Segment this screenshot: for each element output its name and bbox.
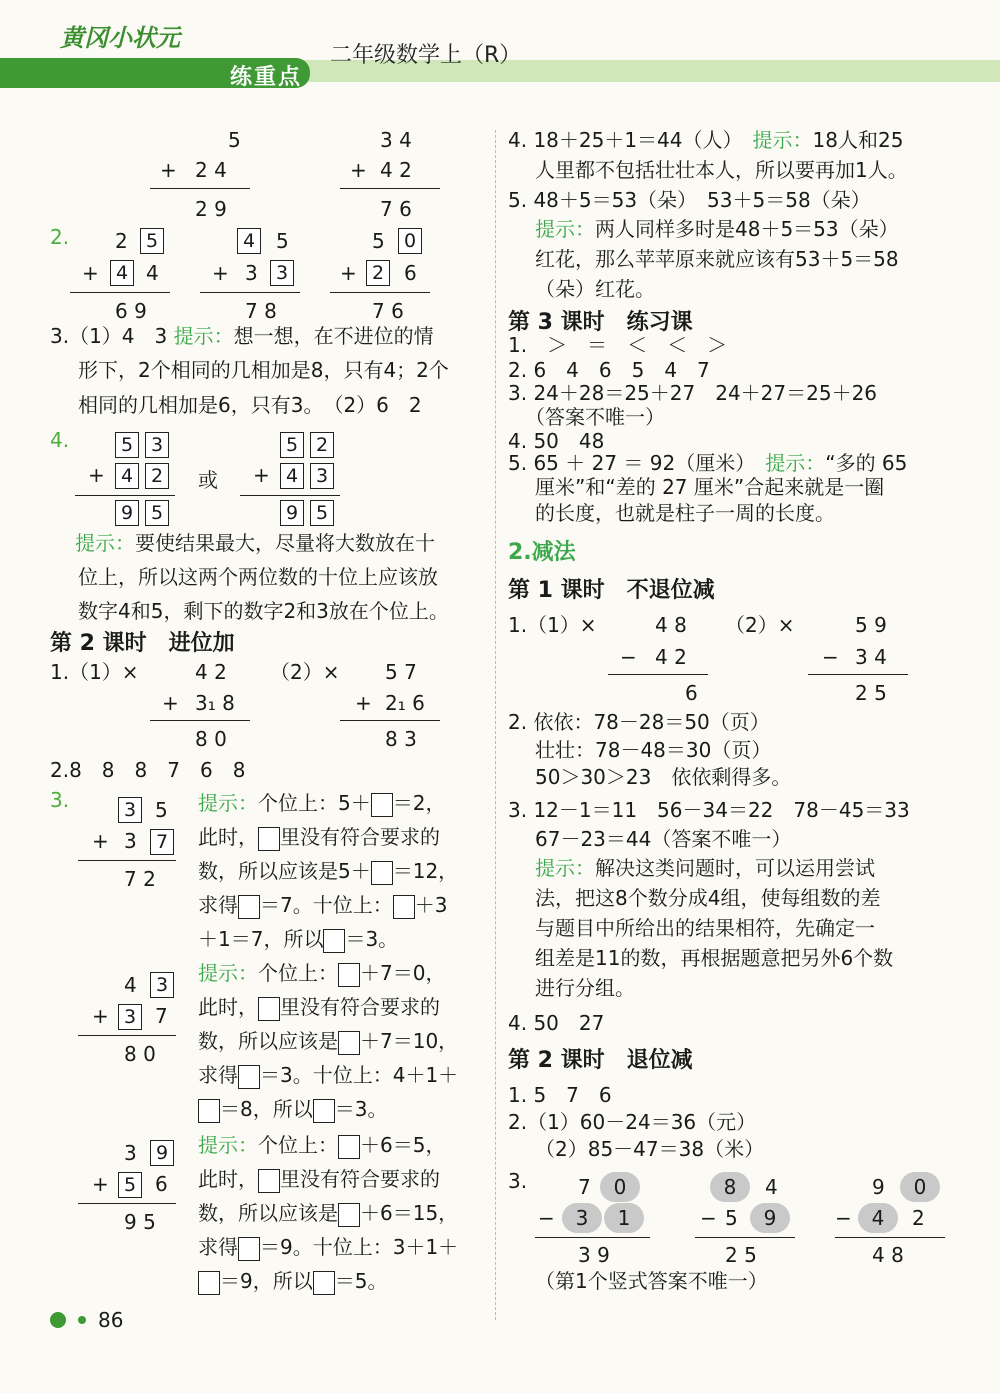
blank-box [238, 1065, 260, 1089]
blank-box [393, 895, 415, 919]
answer-box: 5 [140, 228, 164, 254]
answer-box: 3 [118, 797, 142, 823]
q3-line1: 3.（1）4 3 提示：想一想，在不进位的情 [50, 324, 434, 348]
u2l1-title: 第 1 课时 不退位减 [508, 578, 715, 603]
r-q5-hint2: 红花，那么苹苹原来就应该有53＋5＝58 [535, 247, 899, 271]
answer-box: 3 [145, 432, 169, 458]
calc-line [695, 1237, 795, 1238]
u2l2-q1: 1. 5 7 6 [508, 1083, 612, 1107]
h2-line5: ＝8，所以 ＝3。 [198, 1094, 387, 1124]
q4-hint-line1: 提示：要使结果最大，尽量将大数放在十 [75, 531, 435, 555]
blank-box [258, 997, 280, 1021]
calc-line [535, 1237, 650, 1238]
h3-line3: 数，所以应该是 ＋6＝15， [198, 1201, 459, 1225]
blank-box [338, 963, 360, 987]
answer-box: 4 [110, 260, 134, 286]
h2-line3: 数，所以应该是 ＋7＝10， [198, 1029, 459, 1053]
digit: 4 [124, 973, 137, 997]
calc-line [78, 860, 176, 861]
l3-q5: 5. 65 ＋ 27 ＝ 92（厘米） 提示：“多的 65 [508, 451, 908, 475]
calc-a: 4 2 [195, 660, 227, 684]
calc-r: 2 5 [855, 681, 887, 705]
calc-r: 6 [685, 681, 698, 705]
l2-q2: 2.8 8 8 7 6 8 [50, 758, 246, 782]
calc-op: + [350, 158, 367, 182]
digit: 4 [146, 261, 159, 285]
calc-op: + [253, 463, 270, 487]
blank-box [371, 793, 393, 817]
u2l2-q2b: （2）85－47＝38（米） [535, 1137, 765, 1161]
answer-box: 9 [150, 1140, 174, 1166]
calc-r: 6 9 [115, 299, 147, 323]
blank-box [258, 827, 280, 851]
u2-q3-hint5: 进行分组。 [535, 976, 635, 1000]
l3-q3: 3. 24＋28＝25＋27 24＋27＝25＋26 [508, 381, 878, 405]
heart-answer: 3 [562, 1203, 602, 1233]
digit: 5 [372, 229, 385, 253]
answer-box: 5 [115, 432, 139, 458]
blank-box [258, 1169, 280, 1193]
focus-label: 练重点 [230, 65, 303, 90]
calc-line [340, 720, 440, 721]
heart-answer: 0 [900, 1172, 940, 1202]
r-q5-hint: 提示：两人同样多时是48＋5＝53（朵） [535, 217, 899, 241]
u2l2-title: 第 2 课时 退位减 [508, 1048, 693, 1073]
h1-line1: 提示：个位上：5＋ ＝2， [198, 791, 446, 815]
u2-q2c: 50＞30＞23 依依剩得多。 [535, 765, 792, 789]
u2-q3-hint4: 组差是11的数，再根据题意把另外6个数 [535, 946, 894, 970]
q4-hint-line2: 位上，所以这两个两位数的十位上应该放 [78, 565, 438, 589]
l2-q1a: 1.（1）× [50, 660, 139, 684]
digit: 7 [578, 1175, 591, 1199]
calc-line [835, 1237, 945, 1238]
calc-a: 4 8 [655, 613, 687, 637]
heart-answer: 4 [858, 1203, 898, 1233]
answer-box: 2 [310, 432, 334, 458]
calc-line [240, 495, 340, 496]
calc-line [150, 720, 250, 721]
calc-line [200, 292, 300, 293]
l3-q5-hint2: 厘米”和“差的 27 厘米”合起来就是一圈 [535, 475, 885, 499]
l3-q4: 4. 50 48 [508, 429, 605, 453]
u2-q3-hint3: 与题目中所给出的结果相符，先确定一 [535, 916, 875, 940]
q3-line3: 相同的几相加是6，只有3。 （2）6 2 [78, 393, 422, 417]
answer-box: 9 [280, 500, 304, 526]
blank-box [198, 1271, 220, 1295]
calc-r: 9 5 [124, 1210, 156, 1234]
calc-line [78, 1203, 176, 1204]
u2-q1a: 1.（1）× [508, 613, 597, 637]
or-label: 或 [198, 468, 218, 492]
calc-r: 7 8 [245, 299, 277, 323]
u2-q3-hint2: 法，把这8个数分成4组，使每组数的差 [535, 886, 881, 910]
answer-box: 4 [115, 463, 139, 489]
lesson2-title: 第 2 课时 进位加 [50, 631, 235, 656]
calc-b: 4 2 [655, 645, 687, 669]
blank-box [338, 1203, 360, 1227]
calc-op: − [700, 1206, 717, 1230]
digit: 4 [765, 1175, 778, 1199]
blank-box [238, 1237, 260, 1261]
q2-label: 2. [50, 225, 70, 249]
u2-q4: 4. 50 27 [508, 1011, 605, 1035]
calc-line [808, 674, 908, 675]
h3-line5: ＝9，所以 ＝5。 [198, 1266, 387, 1296]
calc-op: − [835, 1206, 852, 1230]
calc-line [75, 495, 175, 496]
h2-line4: 求得 ＝3。十位上：4＋1＋ [198, 1063, 459, 1087]
blank-box [323, 929, 345, 953]
h1-line2: 此时， 里没有符合要求的 [198, 825, 440, 849]
r-q4: 4. 18＋25＋1＝44（人） 提示：18人和25 [508, 128, 904, 152]
u2l2-q2a: 2.（1）60－24＝36（元） [508, 1110, 757, 1134]
h1-line3: 数，所以应该是5＋ ＝12， [198, 859, 459, 883]
answer-box: 3 [118, 1004, 142, 1030]
digit: 6 [404, 261, 417, 285]
calc-b: 2₁ 6 [385, 691, 425, 715]
answer-box: 3 [270, 260, 294, 286]
calc-a: 5 9 [855, 613, 887, 637]
heart-answer: 0 [600, 1172, 640, 1202]
calc-a: 3 4 [380, 128, 412, 152]
calc-b: 3₁ 8 [195, 691, 235, 715]
calc-line [150, 188, 250, 189]
heart-answer: 8 [710, 1172, 750, 1202]
calc-r: 7 2 [124, 867, 156, 891]
u2-q2a: 2. 依依：78－28＝50（页） [508, 710, 770, 734]
u2l2-note: （第1个竖式答案不唯一） [535, 1269, 768, 1293]
r-q5-hint3: （朵）红花。 [535, 277, 655, 301]
q4-label: 4. [50, 428, 70, 452]
calc-b: 4 2 [380, 158, 412, 182]
calc-r: 7 6 [380, 197, 412, 221]
u2-q2b: 壮壮：78－48＝30（页） [535, 738, 772, 762]
l3-q2: 2. 6 4 6 5 4 7 [508, 358, 710, 382]
answer-box: 0 [398, 228, 422, 254]
u2-q1b: （2）× [725, 613, 795, 637]
book-title: 二年级数学上（R） [330, 43, 522, 68]
calc-op: + [340, 261, 357, 285]
h1-line4: 求得 ＝7。十位上： ＋3 [198, 893, 448, 917]
digit: 3 [245, 261, 258, 285]
calc-op: + [82, 261, 99, 285]
answer-box: 2 [145, 463, 169, 489]
r-q5: 5. 48＋5＝53（朵） 53＋5＝58（朵） [508, 188, 871, 212]
answer-box: 4 [280, 463, 304, 489]
calc-b: 3 4 [855, 645, 887, 669]
unit2-title: 2.减法 [508, 540, 576, 565]
calc-a: 5 7 [385, 660, 417, 684]
r-q4-hint2: 人里都不包括壮壮本人，所以要再加1人。 [535, 158, 908, 182]
answer-box: 4 [237, 228, 261, 254]
u2l2-q3-label: 3. [508, 1169, 528, 1193]
answer-box: 3 [150, 972, 174, 998]
calc-op: + [355, 691, 372, 715]
calc-op: − [620, 645, 637, 669]
calc-line [70, 292, 170, 293]
digit: 9 [872, 1175, 885, 1199]
blank-box [313, 1099, 335, 1123]
answer-box: 7 [150, 829, 174, 855]
digit: 5 [155, 798, 168, 822]
page-dot-icon [50, 1312, 66, 1328]
blank-box [313, 1271, 335, 1295]
digit: 2 [115, 229, 128, 253]
h3-line4: 求得 ＝9。十位上：3＋1＋ [198, 1235, 459, 1259]
calc-r: 2 9 [195, 197, 227, 221]
calc-op: + [162, 691, 179, 715]
calc-r: 4 8 [872, 1243, 904, 1267]
calc-op: + [160, 158, 177, 182]
brand-logo: 黄冈小状元 [60, 24, 180, 52]
answer-box: 5 [280, 432, 304, 458]
u2-q3-hint1: 提示：解决这类问题时，可以运用尝试 [535, 856, 875, 880]
h3-line2: 此时， 里没有符合要求的 [198, 1167, 440, 1191]
calc-op: − [822, 645, 839, 669]
u2-q3b: 67－23＝44（答案不唯一） [535, 827, 792, 851]
answer-box: 2 [366, 260, 390, 286]
blank-box [198, 1099, 220, 1123]
l3-q5-hint3: 的长度，也就是柱子一周的长度。 [535, 501, 835, 525]
digit: 5 [276, 229, 289, 253]
calc-op: + [212, 261, 229, 285]
answer-box: 3 [310, 463, 334, 489]
calc-line [78, 1035, 176, 1036]
u2-q3a: 3. 12－1＝11 56－34＝22 78－45＝33 [508, 798, 910, 822]
calc-b: 2 4 [195, 158, 227, 182]
answer-box: 5 [118, 1172, 142, 1198]
h1-line5: ＋1＝7，所以 ＝3。 [198, 927, 399, 951]
digit: 3 [124, 1141, 137, 1165]
lesson3-title: 第 3 课时 练习课 [508, 310, 693, 335]
digit: 2 [912, 1206, 925, 1230]
blank-box [338, 1135, 360, 1159]
h2-line1: 提示：个位上： ＋7＝0， [198, 961, 446, 985]
heart-answer: 1 [604, 1203, 644, 1233]
calc-r: 3 9 [578, 1243, 610, 1267]
calc-op: + [92, 1004, 109, 1028]
calc-line [340, 188, 440, 189]
calc-line [330, 292, 430, 293]
digit: 7 [155, 1004, 168, 1028]
column-divider [495, 130, 496, 1320]
answer-box: 5 [310, 500, 334, 526]
calc-op: + [88, 463, 105, 487]
digit: 5 [725, 1206, 738, 1230]
answer-box: 5 [145, 500, 169, 526]
q4-hint-line3: 数字4和5，剩下的数字2和3放在个位上。 [78, 599, 449, 623]
l2-q1b: （2）× [270, 660, 340, 684]
calc-r: 8 0 [124, 1042, 156, 1066]
h3-line1: 提示：个位上： ＋6＝5， [198, 1133, 446, 1157]
calc-r: 8 0 [195, 727, 227, 751]
calc-r: 8 3 [385, 727, 417, 751]
page-dot-small-icon [78, 1316, 86, 1324]
calc-r: 7 6 [372, 299, 404, 323]
calc-line [608, 674, 708, 675]
l3-q1: 1. ＞ ＝ ＜ ＜ ＞ [508, 333, 728, 357]
digit: 3 [124, 829, 137, 853]
blank-box [371, 861, 393, 885]
page-number: 86 [98, 1308, 124, 1332]
h2-line2: 此时， 里没有符合要求的 [198, 995, 440, 1019]
calc-op: − [538, 1206, 555, 1230]
l2-q3-label: 3. [50, 788, 70, 812]
q3-line2: 形下，2个相同的几相加是8，只有4；2个 [78, 358, 449, 382]
calc-op: + [92, 1172, 109, 1196]
l3-q3b: （答案不唯一） [525, 405, 665, 429]
calc-op: + [92, 829, 109, 853]
digit: 6 [155, 1172, 168, 1196]
blank-box [238, 895, 260, 919]
heart-answer: 9 [750, 1203, 790, 1233]
calc-r: 2 5 [725, 1243, 757, 1267]
calc-a: 5 [228, 128, 241, 152]
blank-box [338, 1031, 360, 1055]
answer-box: 9 [115, 500, 139, 526]
